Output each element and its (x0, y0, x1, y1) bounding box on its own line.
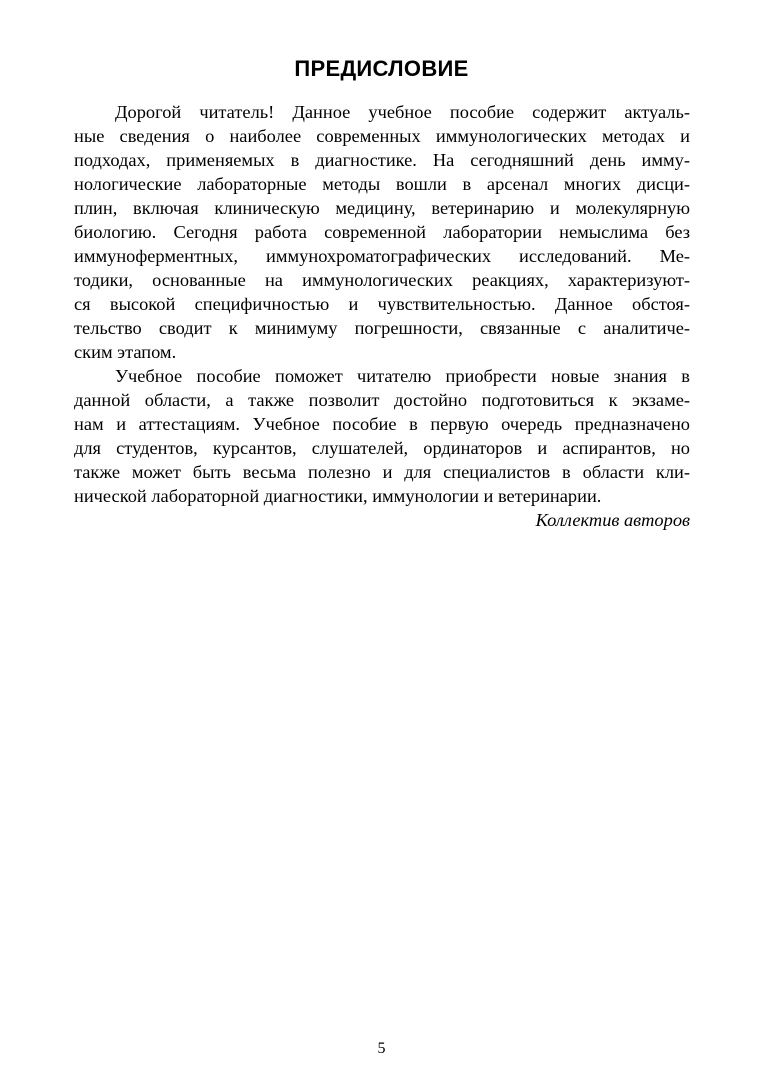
text-line: Учебное пособие поможет читателю приобрести новые знания в (115, 366, 690, 386)
text-line: тодики, основанные на иммунологических реакциях, характеризуют- (74, 270, 690, 290)
text-line: биологию. Сегодня работа современной лаборатории немыслима без (74, 222, 690, 242)
text-line: нам и аттестациям. Учебное пособие в первую очередь предназначено (74, 414, 690, 434)
page-number: 5 (377, 1040, 386, 1057)
text-line: Дорогой читатель! Данное учебное пособие содержит актуаль- (115, 102, 690, 122)
text-line: подходах, применяемых в диагностике. На сегодняшний день имму- (74, 150, 690, 170)
text-line: данной области, а также позволит достойно подготовиться к экзаме- (74, 390, 690, 410)
text-line: нической лабораторной диагностики, иммунологии и ветеринарии. (74, 486, 602, 506)
text-line: ные сведения о наиболее современных иммунологических методах и (74, 126, 690, 146)
authors-signature: Коллектив авторов (535, 510, 690, 530)
page-title: ПРЕДИСЛОВИЕ (294, 56, 469, 81)
text-line: нологические лабораторные методы вошли в арсенал многих дисци- (74, 174, 690, 194)
text-line: также может быть весьма полезно и для специалистов в области кли- (74, 462, 690, 482)
text-line: тельство сводит к минимуму погрешности, связанные с аналитиче- (74, 318, 690, 338)
text-line: ся высокой специфичностью и чувствительностью. Данное обстоя- (74, 294, 690, 314)
text-line: для студентов, курсантов, слушателей, ординаторов и аспирантов, но (74, 438, 690, 458)
text-line: плин, включая клиническую медицину, ветеринарию и молекулярную (74, 198, 690, 218)
text-line: иммуноферментных, иммунохроматографических исследований. Ме- (74, 246, 690, 266)
text-line: ским этапом. (74, 342, 177, 362)
